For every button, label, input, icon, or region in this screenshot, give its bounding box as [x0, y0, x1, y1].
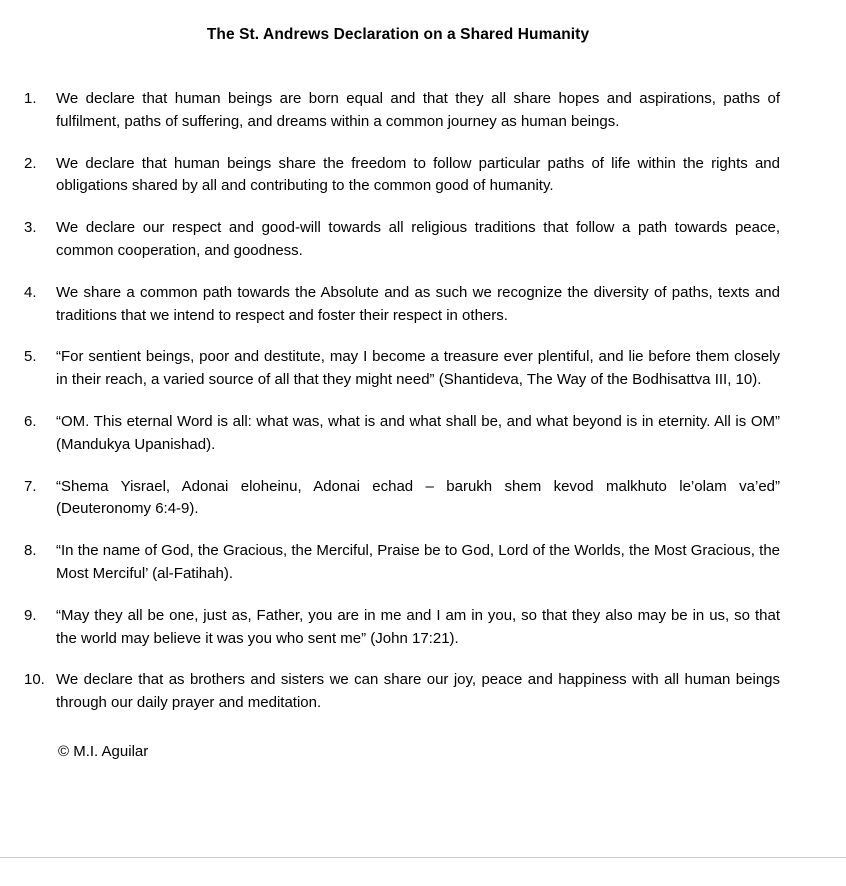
list-item — [22, 88, 780, 134]
clause-text: We declare that human beings share the freedom to follow particular paths of life within the rights and obligations shared by all and contributing to the common good of humanity. — [56, 154, 780, 195]
clause-number: 4. — [24, 283, 37, 301]
declaration-clause-list — [22, 88, 780, 715]
list-item — [22, 476, 780, 522]
clause-text: We share a common path towards the Absolute and as such we recognize the diversity of paths, texts and traditions that we intend to respect and foster their respect in others. — [56, 283, 780, 324]
clause-number: 6. — [24, 412, 37, 430]
clause-number: 2. — [24, 154, 37, 172]
list-item — [22, 540, 780, 586]
clause-text: “For sentient beings, poor and destitute, may I become a treasure ever plentiful, and lie before them closely in their reach, a varied source of all that they might need” (Shantideva, The Way of the Bodhisattva III, 10). — [56, 348, 780, 389]
clause-number: 1. — [24, 90, 37, 107]
clause-text: We declare our respect and good-will towards all religious traditions that follow a path towards peace, common cooperation, and goodness. — [56, 219, 780, 259]
clause-number: 9. — [24, 606, 37, 624]
page-title: The St. Andrews Declaration on a Shared Humanity — [206, 26, 590, 43]
list-item — [22, 217, 780, 263]
clause-text: We declare that human beings are born equal and that they all share hopes and aspirations, paths of fulfilment, paths of suffering, and dreams within a common journey as human beings. — [56, 90, 780, 130]
clause-number: 8. — [24, 542, 37, 560]
clause-text: “OM. This eternal Word is all: what was, what is and what shall be, and what beyond is in eternity. All is OM” (Mandukya Upanishad). — [56, 412, 780, 453]
clause-text: We declare that as brothers and sisters we can share our joy, peace and happiness with all human beings through our daily prayer and meditation. — [56, 671, 780, 712]
clause-text: “May they all be one, just as, Father, you are in me and I am in you, so that they also may be in us, so that the world may believe it was you who sent me” (John 17:21). — [56, 606, 780, 647]
clause-number: 5. — [24, 348, 37, 366]
list-item — [22, 282, 780, 328]
clause-number: 10. — [24, 671, 45, 689]
page-footer — [0, 858, 846, 886]
copyright-credit: © M.I. Aguilar — [58, 742, 149, 760]
clause-text: “In the name of God, the Gracious, the Merciful, Praise be to God, Lord of the Worlds, the Most Gracious, the Most Merciful’ (al-Fatihah). — [56, 542, 780, 582]
clause-text: “Shema Yisrael, Adonai eloheinu, Adonai echad – barukh shem kevod malkhuto le’olam va’ed” (Deuteronomy 6:4-9). — [56, 477, 780, 518]
list-item — [22, 411, 780, 457]
list-item — [22, 669, 780, 715]
list-item — [22, 153, 780, 199]
clause-number: 3. — [24, 219, 37, 237]
clause-number: 7. — [24, 477, 37, 495]
list-item — [22, 346, 780, 392]
list-item — [22, 605, 780, 651]
